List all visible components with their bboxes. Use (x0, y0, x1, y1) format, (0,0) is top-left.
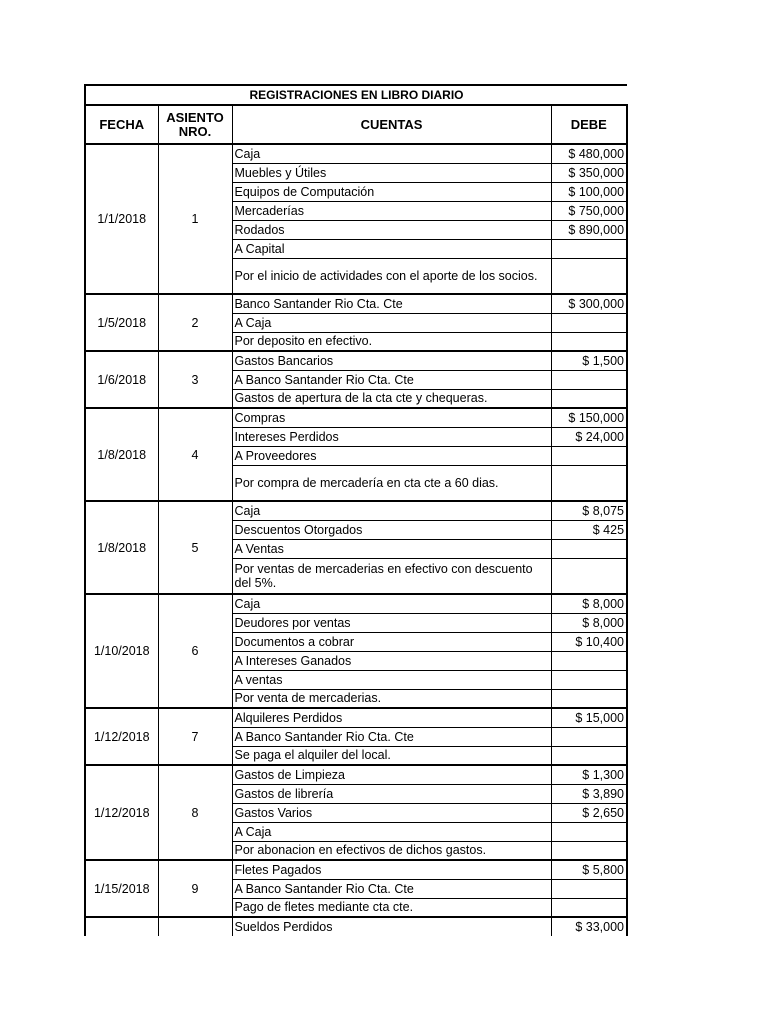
account-cell: Por abonacion en efectivos de dichos gastos. (232, 841, 551, 860)
debit-cell (551, 746, 627, 765)
account-cell: Por el inicio de actividades con el aporte de los socios. (232, 258, 551, 294)
debit-cell (551, 258, 627, 294)
journal-body (85, 144, 627, 936)
debit-cell: $ 480,000 (551, 144, 627, 163)
debit-cell (551, 558, 627, 594)
entry-date (85, 917, 158, 936)
debit-cell (551, 822, 627, 841)
debit-cell: $ 890,000 (551, 220, 627, 239)
table-row (85, 860, 627, 879)
account-cell: A Ventas (232, 539, 551, 558)
account-cell: Rodados (232, 220, 551, 239)
account-cell: Gastos Varios (232, 803, 551, 822)
debit-cell (551, 689, 627, 708)
table-row (85, 294, 627, 313)
debit-cell (551, 539, 627, 558)
entry-date: 1/1/2018 (85, 144, 158, 294)
debit-cell (551, 332, 627, 351)
account-cell: A Caja (232, 313, 551, 332)
debit-cell: $ 8,000 (551, 594, 627, 613)
entry-date: 1/10/2018 (85, 594, 158, 708)
table-row (85, 765, 627, 784)
entry-date: 1/12/2018 (85, 708, 158, 765)
table-row (85, 351, 627, 370)
account-cell: Por venta de mercaderias. (232, 689, 551, 708)
entry-number: 3 (158, 351, 232, 408)
debit-cell: $ 2,650 (551, 803, 627, 822)
header-fecha: FECHA (85, 105, 158, 144)
table-row (85, 594, 627, 613)
debit-cell (551, 313, 627, 332)
account-cell: Gastos de apertura de la cta cte y chequeras. (232, 389, 551, 408)
account-cell: Gastos Bancarios (232, 351, 551, 370)
header-asiento: ASIENTO NRO. (158, 105, 232, 144)
account-cell: Descuentos Otorgados (232, 520, 551, 539)
account-cell: Se paga el alquiler del local. (232, 746, 551, 765)
account-cell: Caja (232, 594, 551, 613)
entry-date: 1/8/2018 (85, 408, 158, 501)
debit-cell (551, 651, 627, 670)
debit-cell (551, 898, 627, 917)
entry-number: 2 (158, 294, 232, 351)
journal-title: REGISTRACIONES EN LIBRO DIARIO (85, 85, 627, 105)
table-row (85, 144, 627, 163)
debit-cell (551, 670, 627, 689)
table-row (85, 408, 627, 427)
account-cell: A ventas (232, 670, 551, 689)
entry-number: 8 (158, 765, 232, 860)
entry-number (158, 917, 232, 936)
header-cuentas: CUENTAS (232, 105, 551, 144)
account-cell: A Intereses Ganados (232, 651, 551, 670)
debit-cell (551, 465, 627, 501)
account-cell: A Proveedores (232, 446, 551, 465)
account-cell: A Banco Santander Rio Cta. Cte (232, 879, 551, 898)
debit-cell: $ 1,500 (551, 351, 627, 370)
account-cell: Intereses Perdidos (232, 427, 551, 446)
account-cell: A Capital (232, 239, 551, 258)
account-cell: Por compra de mercadería en cta cte a 60 dias. (232, 465, 551, 501)
entry-number: 6 (158, 594, 232, 708)
table-row (85, 501, 627, 520)
debit-cell: $ 24,000 (551, 427, 627, 446)
account-cell: Equipos de Computación (232, 182, 551, 201)
account-cell: Deudores por ventas (232, 613, 551, 632)
header-debe: DEBE (551, 105, 627, 144)
debit-cell: $ 350,000 (551, 163, 627, 182)
account-cell: Muebles y Útiles (232, 163, 551, 182)
journal-sheet (84, 84, 626, 936)
debit-cell: $ 100,000 (551, 182, 627, 201)
account-cell: Gastos de librería (232, 784, 551, 803)
debit-cell: $ 750,000 (551, 201, 627, 220)
debit-cell (551, 370, 627, 389)
debit-cell (551, 841, 627, 860)
debit-cell: $ 150,000 (551, 408, 627, 427)
account-cell: Por deposito en efectivo. (232, 332, 551, 351)
debit-cell: $ 10,400 (551, 632, 627, 651)
entry-number: 7 (158, 708, 232, 765)
account-cell: A Banco Santander Rio Cta. Cte (232, 727, 551, 746)
debit-cell (551, 389, 627, 408)
account-cell: A Banco Santander Rio Cta. Cte (232, 370, 551, 389)
entry-date: 1/5/2018 (85, 294, 158, 351)
debit-cell: $ 8,000 (551, 613, 627, 632)
account-cell: Pago de fletes mediante cta cte. (232, 898, 551, 917)
debit-cell: $ 15,000 (551, 708, 627, 727)
entry-date: 1/12/2018 (85, 765, 158, 860)
entry-date: 1/15/2018 (85, 860, 158, 917)
account-cell: Por ventas de mercaderias en efectivo con descuento del 5%. (232, 558, 551, 594)
table-row (85, 708, 627, 727)
debit-cell (551, 239, 627, 258)
entry-number: 4 (158, 408, 232, 501)
debit-cell (551, 446, 627, 465)
account-cell: Gastos de Limpieza (232, 765, 551, 784)
account-cell: Alquileres Perdidos (232, 708, 551, 727)
table-row (85, 917, 627, 936)
debit-cell: $ 33,000 (551, 917, 627, 936)
account-cell: Sueldos Perdidos (232, 917, 551, 936)
account-cell: Caja (232, 501, 551, 520)
journal-table (84, 84, 628, 936)
debit-cell: $ 300,000 (551, 294, 627, 313)
debit-cell (551, 727, 627, 746)
entry-date: 1/8/2018 (85, 501, 158, 594)
account-cell: Caja (232, 144, 551, 163)
account-cell: Mercaderías (232, 201, 551, 220)
header-row (85, 105, 627, 144)
debit-cell: $ 5,800 (551, 860, 627, 879)
debit-cell: $ 1,300 (551, 765, 627, 784)
account-cell: A Caja (232, 822, 551, 841)
account-cell: Documentos a cobrar (232, 632, 551, 651)
account-cell: Compras (232, 408, 551, 427)
entry-number: 1 (158, 144, 232, 294)
debit-cell (551, 879, 627, 898)
debit-cell: $ 425 (551, 520, 627, 539)
entry-number: 9 (158, 860, 232, 917)
account-cell: Banco Santander Rio Cta. Cte (232, 294, 551, 313)
debit-cell: $ 8,075 (551, 501, 627, 520)
debit-cell: $ 3,890 (551, 784, 627, 803)
title-row (85, 85, 627, 105)
account-cell: Fletes Pagados (232, 860, 551, 879)
entry-number: 5 (158, 501, 232, 594)
entry-date: 1/6/2018 (85, 351, 158, 408)
